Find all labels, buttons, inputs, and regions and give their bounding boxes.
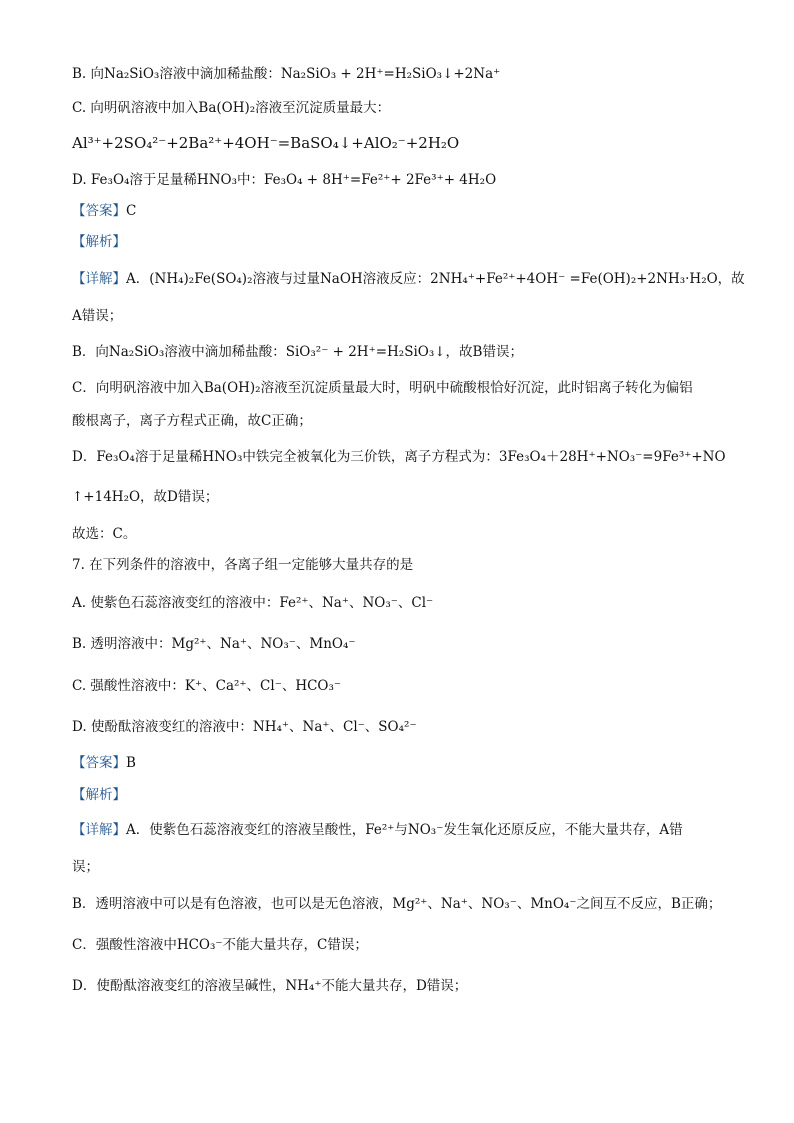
q7-detail-a-cont: 误； <box>72 859 99 875</box>
answer-tag: 【答案】 <box>72 755 126 771</box>
q6-detail-a <box>72 269 745 289</box>
analysis-tag: 【解析】 <box>72 787 126 803</box>
q6-detail-c-cont: 酸根离子，离子方程式正确，故C正确； <box>72 413 312 429</box>
q7-option-a: A. 使紫色石蕊溶液变红的溶液中：Fe²⁺、Na⁺、NO₃⁻、Cl⁻ <box>72 595 434 611</box>
q7-stem: 7. 在下列条件的溶液中，各离子组一定能够大量共存的是 <box>72 557 414 573</box>
q7-detail-c: C．强酸性溶液中HCO₃⁻不能大量共存，C错误； <box>72 937 368 953</box>
q6-option-b: B. 向Na₂SiO₃溶液中滴加稀盐酸：Na₂SiO₃ + 2H⁺=H₂SiO₃↓+2Na⁺ <box>72 66 501 82</box>
q6-option-c: C. 向明矾溶液中加入Ba(OH)₂溶液至沉淀质量最大： <box>72 100 391 116</box>
detail-a-text: A．使紫色石蕊溶液变红的溶液呈酸性，Fe²⁺与NO₃⁻发生氧化还原反应，不能大量共存，A错 <box>126 822 683 838</box>
q7-detail-a <box>72 820 683 840</box>
q6-option-c-equation: Al³⁺+2SO₄²⁻+2Ba²⁺+4OH⁻=BaSO₄↓+AlO₂⁻+2H₂O <box>72 134 460 152</box>
detail-tag: 【详解】 <box>72 271 126 287</box>
detail-a-text: A．(NH₄)₂Fe(SO₄)₂溶液与过量NaOH溶液反应：2NH₄⁺+Fe²⁺+4OH⁻ =Fe(OH)₂+2NH₃·H₂O，故 <box>126 271 745 287</box>
q6-detail-d-cont: ↑+14H₂O，故D错误； <box>72 489 219 505</box>
answer-tag: 【答案】 <box>72 203 126 219</box>
q7-detail-b: B．透明溶液中可以是有色溶液，也可以是无色溶液，Mg²⁺、Na⁺、NO₃⁻、MnO₄⁻之间互不反应，B正确； <box>72 896 722 912</box>
q6-analysis-tag <box>72 232 126 252</box>
answer-value: C <box>126 203 137 219</box>
q6-detail-c: C．向明矾溶液中加入Ba(OH)₂溶液至沉淀质量最大时，明矾中硫酸根恰好沉淀，此时铝离子转化为偏铝 <box>72 380 693 396</box>
q7-detail-d: D．使酚酞溶液变红的溶液呈碱性，NH₄⁺不能大量共存，D错误； <box>72 978 468 994</box>
q7-option-d: D. 使酚酞溶液变红的溶液中：NH₄⁺、Na⁺、Cl⁻、SO₄²⁻ <box>72 719 417 735</box>
q6-choose: 故选：C。 <box>72 526 137 542</box>
q6-option-d: D. Fe₃O₄溶于足量稀HNO₃中：Fe₃O₄ + 8H⁺=Fe²⁺+ 2Fe³⁺+ 4H₂O <box>72 172 497 188</box>
detail-tag: 【详解】 <box>72 822 126 838</box>
q6-answer <box>72 201 136 221</box>
q7-answer <box>72 753 136 773</box>
analysis-tag: 【解析】 <box>72 234 126 250</box>
q7-option-b: B. 透明溶液中：Mg²⁺、Na⁺、NO₃⁻、MnO₄⁻ <box>72 636 356 652</box>
q6-detail-b: B．向Na₂SiO₃溶液中滴加稀盐酸：SiO₃²⁻ + 2H⁺=H₂SiO₃↓，故B错误； <box>72 344 523 360</box>
q6-detail-d: D．Fe₃O₄溶于足量稀HNO₃中铁完全被氧化为三价铁，离子方程式为：3Fe₃O₄＋28H⁺+NO₃⁻=9Fe³⁺+NO <box>72 449 726 465</box>
answer-value: B <box>126 755 136 771</box>
q6-detail-a-cont: A错误； <box>72 308 123 324</box>
q7-analysis-tag <box>72 785 126 805</box>
q7-option-c: C. 强酸性溶液中：K⁺、Ca²⁺、Cl⁻、HCO₃⁻ <box>72 678 342 694</box>
